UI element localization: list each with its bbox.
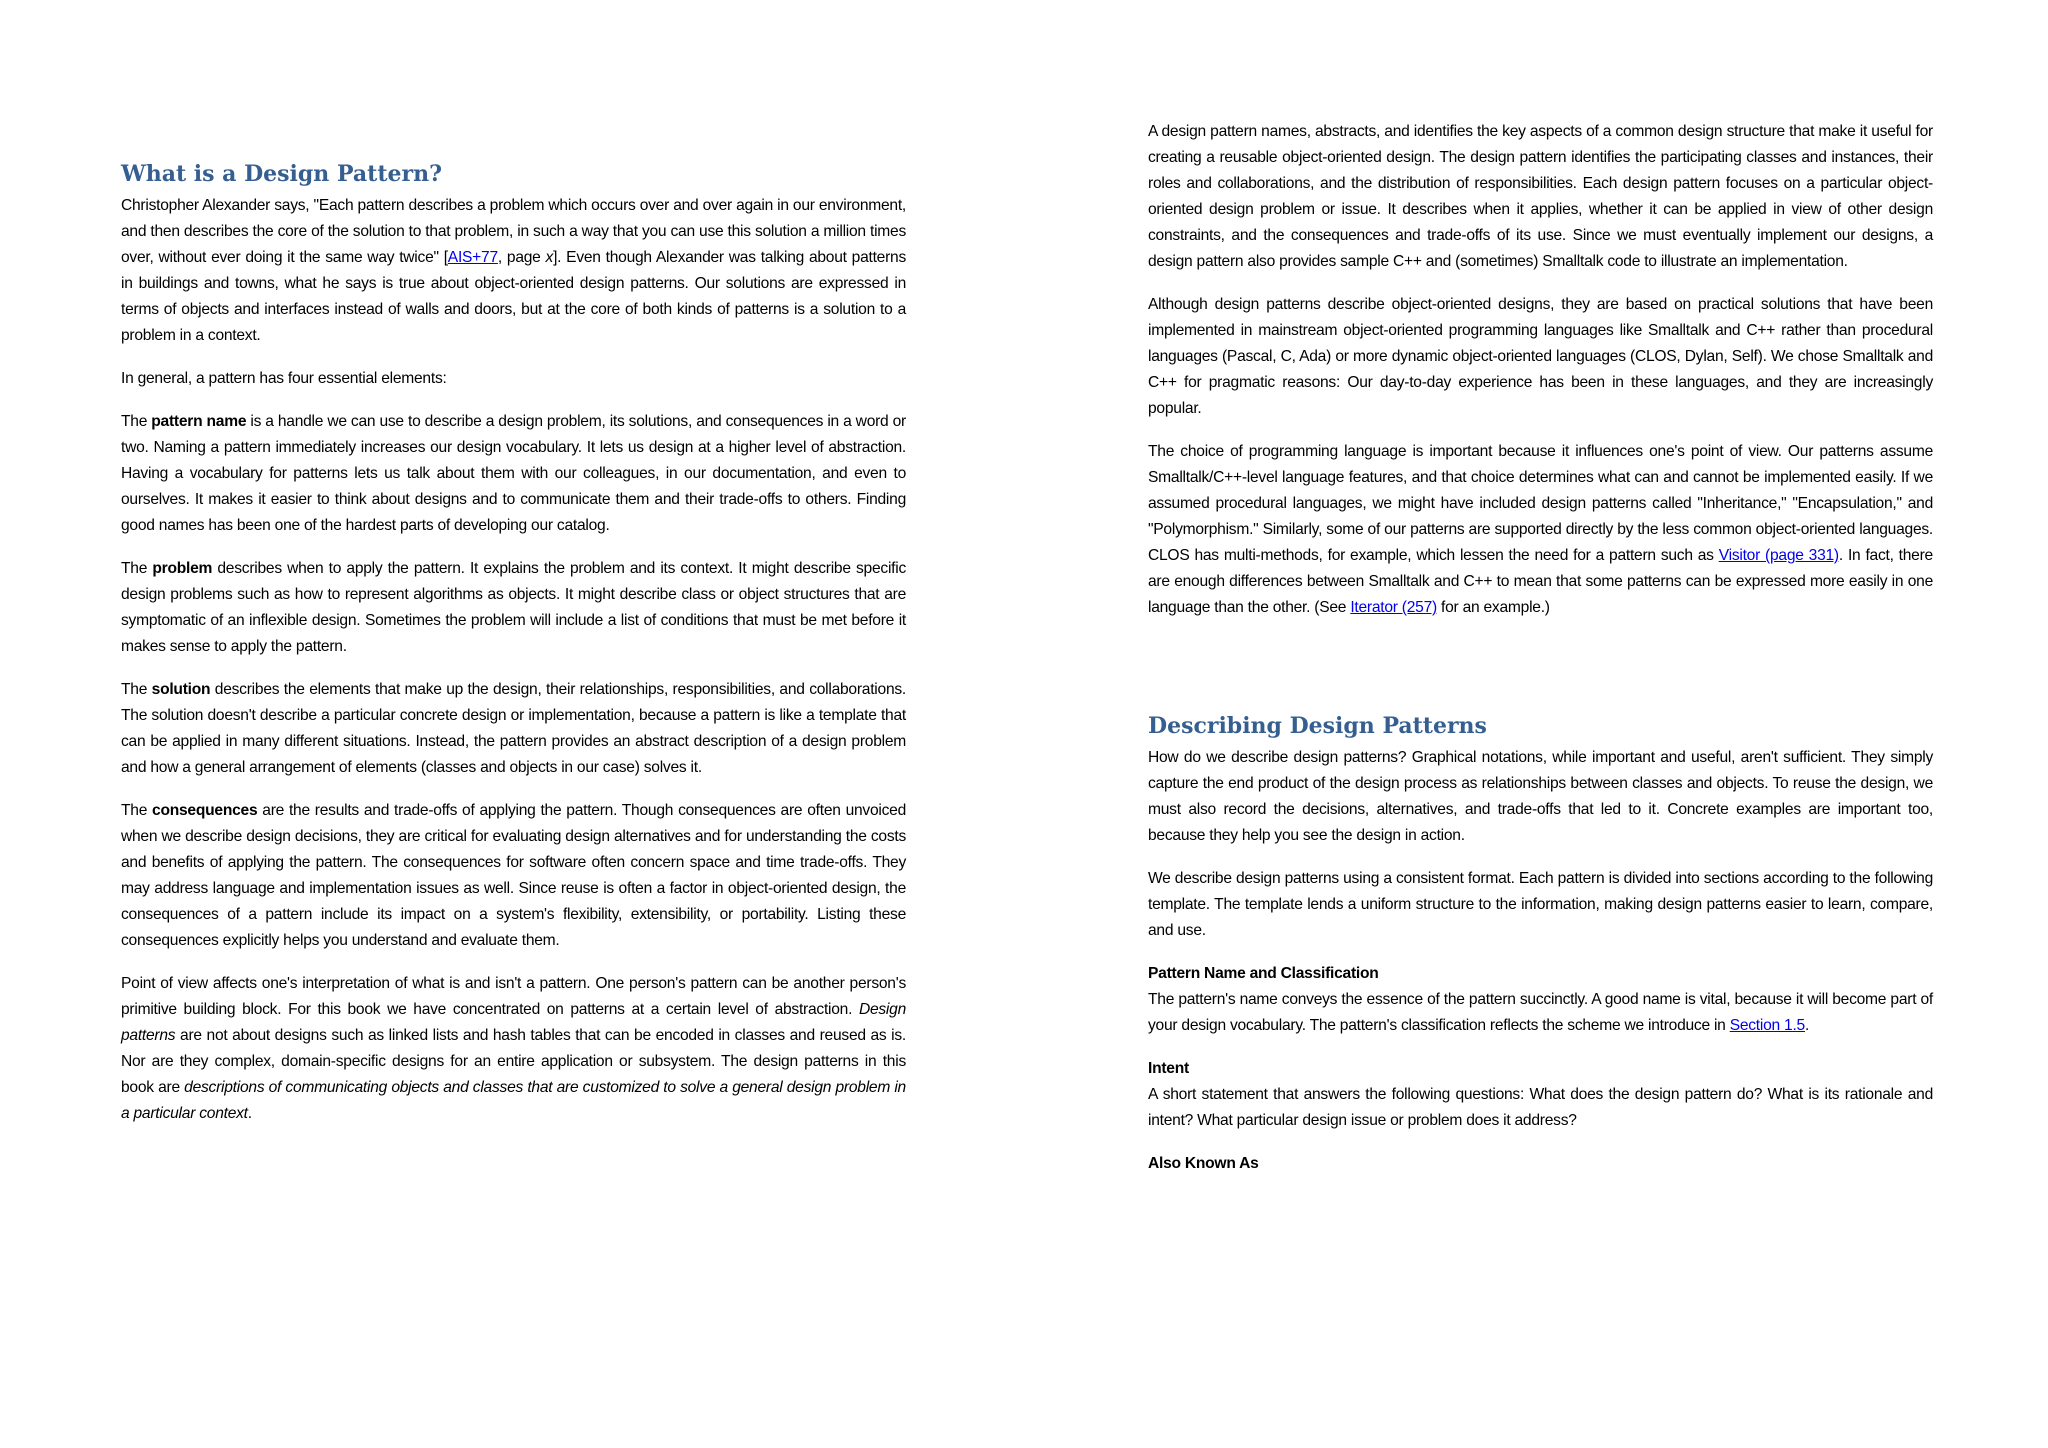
term-solution: solution [151, 681, 211, 698]
paragraph-consistent-format: We describe design patterns using a consistent format. Each pattern is divided into sections according to the following template. The template lends a uniform structure to the information, making design patterns easier to learn, compare, and use. [1148, 870, 1933, 939]
right-text-block-top [1148, 119, 1933, 638]
paragraph-consequences: The consequences are the results and trade-offs of applying the pattern. Though consequences are often unvoiced when we describe design decisions, they are critical for evaluating design alternatives and for understanding the costs and benefits of applying the pattern. The consequences for software often concern space and time trade-offs. They may address language and implementation issues as well. Since reuse is often a factor in object-oriented design, the consequences of a pattern include its impact on a system's flexibility, extensibility, or portability. Listing these consequences explicitly helps you understand and evaluate them. [121, 802, 906, 949]
paragraph-language-choice: The choice of programming language is important because it influences one's point of view. Our patterns assume Smalltalk/C++-level language features, and that choice determines what can and cannot be implemented easily. If we assumed procedural languages, we might have included design patterns called "Inheritance," "Encapsulation," and "Polymorphism." Similarly, some of our patterns are supported directly by the less common object-oriented languages. CLOS has multi-methods, for example, which lessen the need for a pattern such as Visitor (page 331). In fact, there are enough differences between Smalltalk and C++ to mean that some patterns can be expressed more easily in one language than the other. (See Iterator (257) for an example.) [1148, 443, 1933, 616]
paragraph-solution: The solution describes the elements that make up the design, their relationships, responsibilities, and collaborations. The solution doesn't describe a particular concrete design or implementation, because a pattern is like a template that can be applied in many different situations. Instead, the pattern provides an abstract description of a design problem and how a general arrangement of elements (classes and objects in our case) solves it. [121, 681, 906, 776]
section-heading-what-is-a-design-pattern: What is a Design Pattern? [121, 161, 442, 187]
right-text-block-bottom [1148, 745, 1933, 1177]
left-text-block [121, 193, 906, 1144]
paragraph-four-elements: In general, a pattern has four essential elements: [121, 370, 447, 387]
visitor-link[interactable]: Visitor (page 331) [1718, 547, 1839, 564]
left-page [121, 0, 906, 1448]
label-also-known-as: Also Known As [1148, 1155, 1259, 1172]
paragraph-problem: The problem describes when to apply the pattern. It explains the problem and its context. It might describe specific design problems such as how to represent algorithms as objects. It might describe class or object structures that are symptomatic of an inflexible design. Sometimes the problem will include a list of conditions that must be met before it makes sense to apply the pattern. [121, 560, 907, 655]
paragraph-point-of-view: Point of view affects one's interpretation of what is and isn't a pattern. One person's pattern can be another person's primitive building block. For this book we have concentrated on patterns at a certain level of abstraction. Design patterns are not about designs such as linked lists and hash tables that can be encoded in classes and reused as is. Nor are they complex, domain-specific designs for an entire application or subsystem. The design patterns in this book are descriptions of communicating objects and classes that are customized to solve a general design problem in a particular context. [121, 975, 906, 1122]
citation-link-ais77[interactable]: AIS+77 [447, 249, 498, 266]
term-problem: problem [152, 560, 213, 577]
paragraph-alexander-quote: Christopher Alexander says, "Each pattern describes a problem which occurs over and over again in our environment, and then describes the core of the solution to that problem, in such a way that you can use this solution a million times over, without ever doing it the same way twice" [AIS+77, page x]. Even though Alexander was talking about patterns in buildings and towns, what he says is true about object-oriented design patterns. Our solutions are expressed in terms of objects and interfaces instead of walls and doors, but at the core of both kinds of patterns is a solution to a problem in a context. [121, 197, 907, 344]
section-heading-describing-design-patterns: Describing Design Patterns [1148, 713, 1487, 739]
label-intent: Intent [1148, 1060, 1189, 1077]
label-pattern-name-classification: Pattern Name and Classification [1148, 965, 1379, 982]
paragraph-describing: How do we describe design patterns? Graphical notations, while important and useful, aren't sufficient. They simply capture the end product of the design process as relationships between classes and objects. To reuse the design, we must also record the decisions, alternatives, and trade-offs that led to it. Concrete examples are important too, because they help you see the design in action. [1148, 749, 1933, 844]
right-page [1148, 0, 1933, 1448]
term-consequences: consequences [152, 802, 258, 819]
term-pattern-name: pattern name [151, 413, 247, 430]
paragraph-design-pattern-definition: A design pattern names, abstracts, and identifies the key aspects of a common design structure that make it useful for creating a reusable object-oriented design. The design pattern identifies the participating classes and instances, their roles and collaborations, and the distribution of responsibilities. Each design pattern focuses on a particular object-oriented design problem or issue. It describes when it applies, whether it can be applied in view of other design constraints, and the consequences and trade-offs of its use. Since we must eventually implement our designs, a design pattern also provides sample C++ and (sometimes) Smalltalk code to illustrate an implementation. [1148, 123, 1933, 270]
paragraph-pattern-name-classification: The pattern's name conveys the essence of the pattern succinctly. A good name is vital, because it will become part of your design vocabulary. The pattern's classification reflects the scheme we introduce in Section 1.5. [1148, 991, 1933, 1034]
paragraph-intent: A short statement that answers the following questions: What does the design pattern do? What is its rationale and intent? What particular design issue or problem does it address? [1148, 1086, 1933, 1129]
paragraph-pattern-name: The pattern name is a handle we can use to describe a design problem, its solutions, and consequences in a word or two. Naming a pattern immediately increases our design vocabulary. It lets us design at a higher level of abstraction. Having a vocabulary for patterns lets us talk about them with our colleagues, in our documentation, and even to ourselves. It makes it easier to think about designs and to communicate them and their trade-offs to others. Finding good names has been one of the hardest parts of developing our catalog. [121, 413, 906, 534]
section-1-5-link[interactable]: Section 1.5 [1729, 1017, 1805, 1034]
paragraph-languages: Although design patterns describe object-oriented designs, they are based on practical solutions that have been implemented in mainstream object-oriented programming languages like Smalltalk and C++ rather than procedural languages (Pascal, C, Ada) or more dynamic object-oriented languages (CLOS, Dylan, Self). We chose Smalltalk and C++ for pragmatic reasons: Our day-to-day experience has been in these languages, and they are increasingly popular. [1148, 296, 1933, 417]
iterator-link[interactable]: Iterator (257) [1350, 599, 1437, 616]
